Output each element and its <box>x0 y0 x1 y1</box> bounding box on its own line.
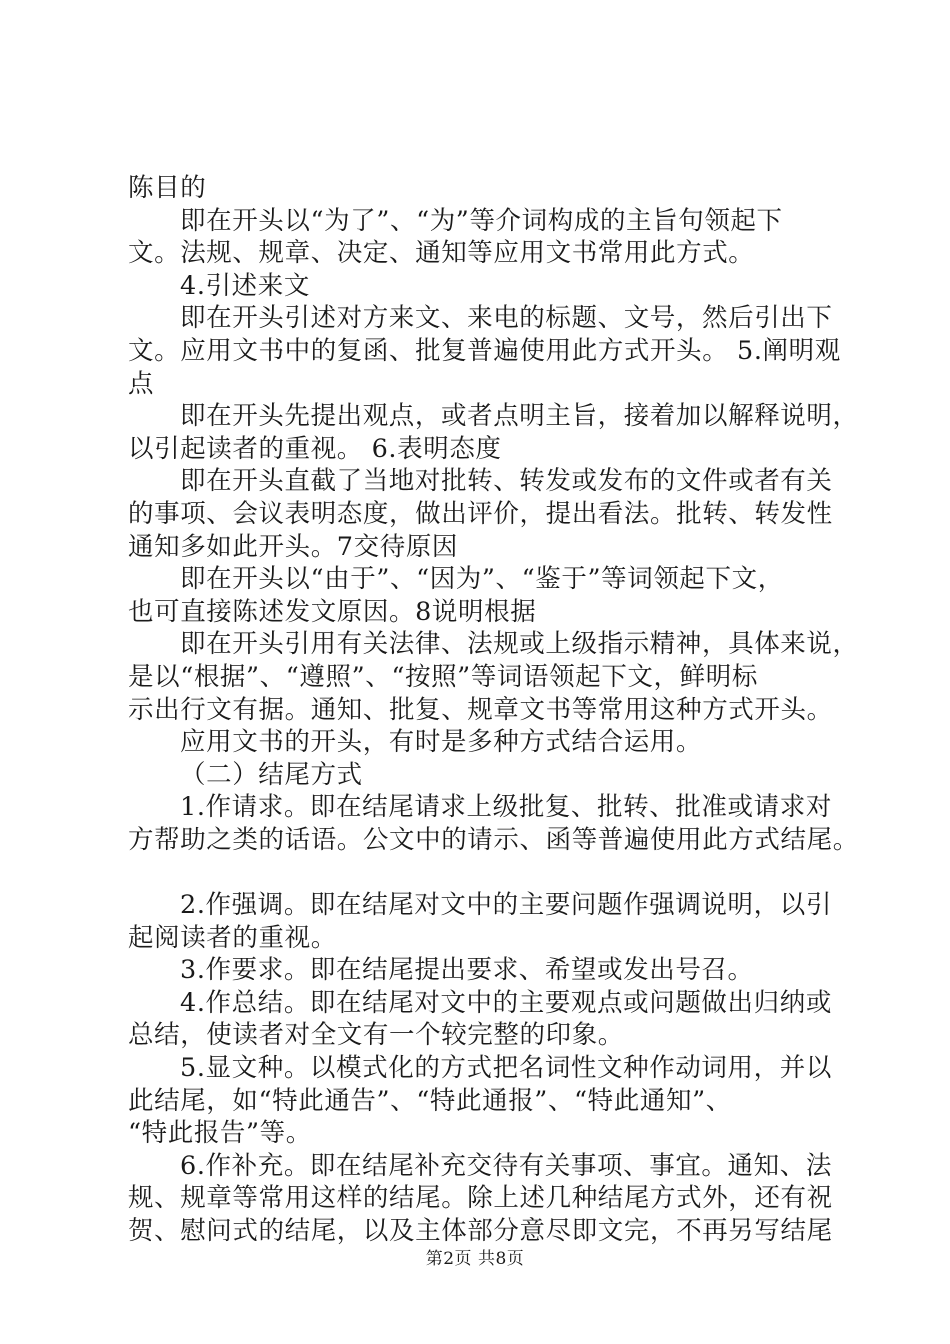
text-line: 起阅读者的重视。 <box>128 922 337 953</box>
text-line: 2.作强调。即在结尾对文中的主要问题作强调说明，以引 <box>180 890 832 921</box>
text-line: 也可直接陈述发文原因。8说明根据 <box>128 596 537 627</box>
text-line: 以引起读者的重视。 6.表明态度 <box>128 433 502 464</box>
text-line: 示出行文有据。通知、批复、规章文书等常用这种方式开头。 <box>128 694 833 725</box>
text-line: 即在开头引用有关法律、法规或上级指示精神，具体来说， <box>180 629 859 660</box>
text-line: 文。应用文书中的复函、批复普遍使用此方式开头。 5.阐明观 <box>128 335 841 366</box>
document-body <box>128 172 859 1248</box>
text-line: “特此报告”等。 <box>128 1118 312 1149</box>
text-line: 即在开头以“为了”、“为”等介词构成的主旨句领起下 <box>180 205 783 236</box>
text-line: 点 <box>128 368 155 399</box>
text-line: 即在开头引述对方来文、来电的标题、文号，然后引出下 <box>180 303 833 334</box>
text-line: 6.作补充。即在结尾补充交待有关事项、事宜。通知、法 <box>180 1150 832 1181</box>
text-line: 即在开头直截了当地对批转、转发或发布的文件或者有关 <box>180 466 833 497</box>
text-line: 4.引述来文 <box>180 270 310 301</box>
text-line: 3.作要求。即在结尾提出要求、希望或发出号召。 <box>180 955 754 986</box>
text-line: 方帮助之类的话语。公文中的请示、函等普遍使用此方式结尾。 <box>128 824 859 855</box>
text-line: 贺、慰问式的结尾，以及主体部分意尽即文完，不再另写结尾 <box>128 1216 833 1246</box>
blank-line <box>128 856 838 889</box>
text-line: 总结，使读者对全文有一个较完整的印象。 <box>128 1020 624 1051</box>
text-line: 应用文书的开头，有时是多种方式结合运用。 <box>180 727 703 758</box>
text-line: 即在开头先提出观点，或者点明主旨，接着加以解释说明， <box>180 401 859 432</box>
text-line: 此结尾，如“特此通告”、“特此通报”、“特此通知”、 <box>128 1085 732 1116</box>
text-line: 1.作请求。即在结尾请求上级批复、批转、批准或请求对 <box>180 792 832 823</box>
text-line: 文。法规、规章、决定、通知等应用文书常用此方式。 <box>128 238 755 269</box>
text-line: 陈目的 <box>128 173 207 203</box>
text-line: 是以“根据”、“遵照”、“按照”等词语领起下文，鲜明标 <box>128 661 758 692</box>
text-line: （二）结尾方式 <box>180 759 363 790</box>
text-line: 规、规章等常用这样的结尾。除上述几种结尾方式外，还有祝 <box>128 1183 833 1214</box>
text-line: 4.作总结。即在结尾对文中的主要观点或问题做出归纳或 <box>180 987 832 1018</box>
text-line: 5.显文种。以模式化的方式把名词性文种作动词用，并以 <box>180 1053 832 1084</box>
page-number-footer: 第2页 共8页 <box>425 1249 525 1269</box>
text-line: 通知多如此开头。7交待原因 <box>128 531 459 562</box>
text-line: 即在开头以“由于”、“因为”、“鉴于”等词领起下文， <box>180 564 784 595</box>
text-line: 的事项、会议表明态度，做出评价，提出看法。批转、转发性 <box>128 498 833 529</box>
